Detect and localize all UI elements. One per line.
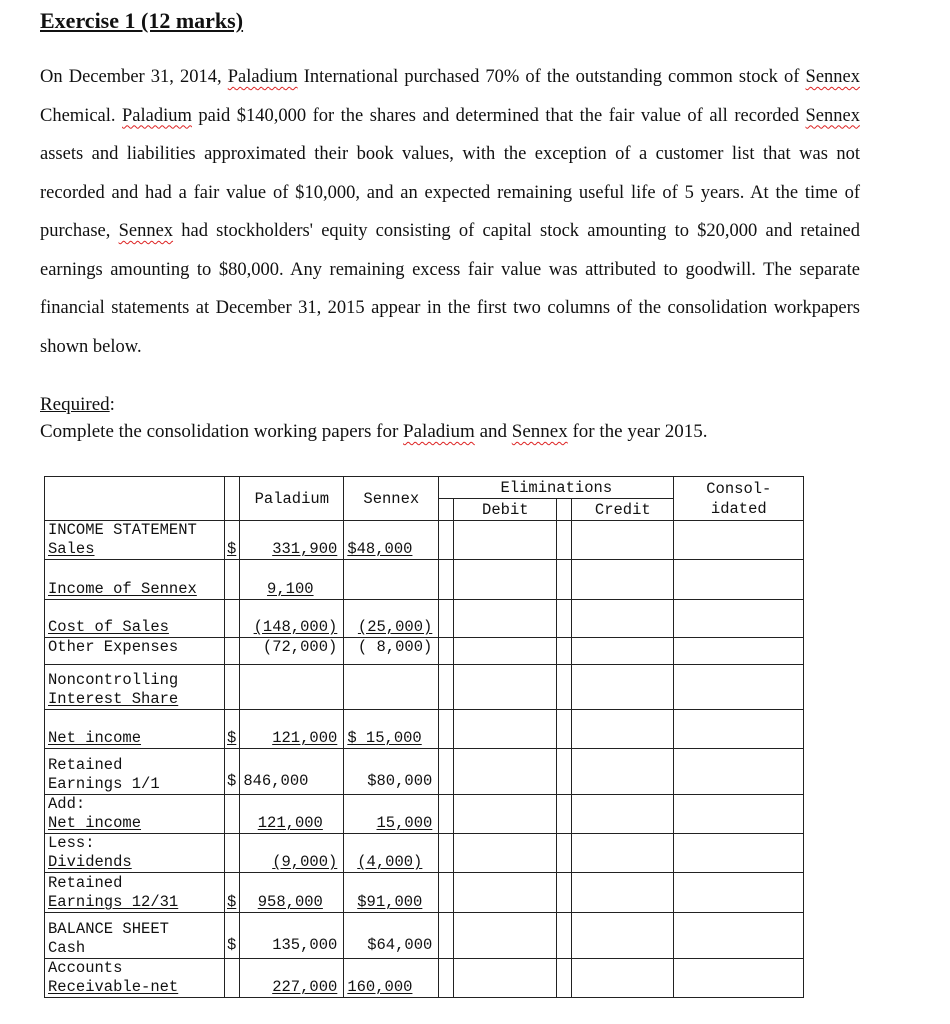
debit-input[interactable]: [454, 795, 557, 834]
sennex-value: $ 15,000: [344, 710, 439, 749]
consolidated-input[interactable]: [674, 749, 804, 795]
label-line2: Interest Share: [48, 690, 179, 708]
consolidation-worksheet: [44, 476, 804, 998]
spacer-cell: [557, 873, 572, 913]
dollar-sign: [225, 560, 240, 600]
table-row: [45, 560, 804, 600]
label-line2: Receivable-net: [48, 978, 179, 996]
spacer-cell: [439, 873, 454, 913]
required-label: Required: [40, 394, 110, 415]
spacer-cell: [557, 710, 572, 749]
spacer-cell: [439, 521, 454, 560]
table-row: [45, 834, 804, 873]
spacer-cell: [439, 638, 454, 665]
sennex-value: 160,000: [344, 959, 439, 998]
consolidated-input[interactable]: [674, 521, 804, 560]
dollar-sign: [225, 834, 240, 873]
table-row: [45, 710, 804, 749]
consolidated-input[interactable]: [674, 560, 804, 600]
table-row: [45, 638, 804, 665]
header-consolidated: [674, 477, 804, 521]
spacer-cell: [439, 795, 454, 834]
credit-input[interactable]: [572, 873, 674, 913]
sennex-value: $91,000: [344, 873, 439, 913]
spacer-cell: [557, 913, 572, 959]
label-line2: Earnings 1/1: [48, 775, 160, 793]
dollar-sign: [225, 959, 240, 998]
dollar-sign: [225, 795, 240, 834]
table-row: [45, 665, 804, 710]
debit-input[interactable]: [454, 638, 557, 665]
label-line1: Accounts: [48, 959, 123, 977]
spacer-cell: [557, 959, 572, 998]
row-label: [45, 521, 225, 560]
dollar-sign: $: [225, 749, 240, 795]
spellcheck-word: Sennex: [511, 421, 568, 442]
header-blank: [45, 477, 225, 521]
paladium-value: 331,900: [240, 521, 344, 560]
paladium-value: 846,000: [240, 749, 344, 795]
paladium-value: (72,000): [240, 638, 344, 665]
header-credit: Credit: [572, 499, 674, 521]
credit-input[interactable]: [572, 665, 674, 710]
paladium-value: 9,100: [240, 560, 344, 600]
spacer-cell: [439, 710, 454, 749]
label-line2: Sales: [48, 540, 95, 558]
paladium-value: 121,000: [240, 710, 344, 749]
spacer-cell: [439, 959, 454, 998]
sennex-value: [344, 560, 439, 600]
dollar-sign: [225, 638, 240, 665]
sennex-value: 15,000: [344, 795, 439, 834]
exercise-title: Exercise 1 (12 marks): [40, 8, 244, 33]
dollar-sign: [225, 600, 240, 638]
table-row: [45, 959, 804, 998]
debit-input[interactable]: [454, 665, 557, 710]
consolidated-input[interactable]: [674, 710, 804, 749]
debit-input[interactable]: [454, 749, 557, 795]
spacer-cell: [557, 834, 572, 873]
consolidated-input[interactable]: [674, 834, 804, 873]
dollar-sign: [225, 665, 240, 710]
consolidated-input[interactable]: [674, 638, 804, 665]
spacer-cell: [439, 560, 454, 600]
text-run: paid $140,000 for the shares and determined that the fair value of all recorded: [191, 105, 806, 126]
sennex-value: $80,000: [344, 749, 439, 795]
header-sennex: Sennex: [344, 477, 439, 521]
consolidated-input[interactable]: [674, 913, 804, 959]
row-label: [45, 665, 225, 710]
spacer-cell: [439, 600, 454, 638]
credit-input[interactable]: [572, 834, 674, 873]
sennex-value: [344, 665, 439, 710]
header-blank: [225, 477, 240, 521]
credit-input[interactable]: [572, 795, 674, 834]
paladium-value: (9,000): [240, 834, 344, 873]
text-run: Chemical.: [40, 105, 123, 126]
dollar-sign: $: [225, 521, 240, 560]
row-label: Cost of Sales: [45, 600, 225, 638]
text-run: Complete the consolidation working papers for: [40, 421, 404, 442]
text-run: for the year 2015.: [567, 421, 708, 442]
label-line2: Dividends: [48, 853, 132, 871]
header-consolidated-line1: Consol-: [706, 479, 772, 498]
row-label: [45, 959, 225, 998]
row-label: [45, 913, 225, 959]
header-eliminations: Eliminations: [439, 477, 674, 499]
label-line1: INCOME STATEMENT: [48, 521, 197, 539]
text-run: assets and liabilities approximated their book values, with the exception of a customer list that was not recorded and had a fair value of $10,000, and an expected remaining useful life of 5 years. At the time of purchase,: [40, 144, 860, 241]
credit-input[interactable]: [572, 959, 674, 998]
row-label: [45, 834, 225, 873]
table-row: [45, 873, 804, 913]
credit-input[interactable]: [572, 913, 674, 959]
header-consolidated-line2: idated: [710, 499, 767, 518]
spacer-cell: [439, 834, 454, 873]
label-line2: Cash: [48, 939, 86, 957]
debit-input[interactable]: [454, 959, 557, 998]
label-line1: BALANCE SHEET: [48, 920, 169, 938]
spacer-cell: [557, 665, 572, 710]
debit-input[interactable]: [454, 873, 557, 913]
header-blank: [557, 499, 572, 521]
label-line2: Net income: [48, 814, 142, 832]
header-paladium: Paladium: [240, 477, 344, 521]
text-run: On December 31, 2014,: [40, 67, 228, 87]
credit-input[interactable]: [572, 638, 674, 665]
spacer-cell: [557, 521, 572, 560]
debit-input[interactable]: [454, 913, 557, 959]
text-run: had stockholders' equity consisting of capital stock amounting to $20,000 and retained earnings amounting to $80,000. Any remaining excess fair value was attributed to goodwill. The separate financial statements at December 31, 2015 appear in the first two columns of the consolidation workpapers shown below.: [40, 221, 860, 357]
label-line2: Earnings 12/31: [48, 893, 179, 911]
spacer-cell: [557, 795, 572, 834]
dollar-sign: $: [225, 710, 240, 749]
required-instructions: [40, 421, 708, 443]
spellcheck-word: Paladium: [403, 421, 475, 442]
spellcheck-word: Sennex: [805, 105, 860, 126]
spellcheck-word: Sennex: [118, 221, 174, 241]
sennex-value: (4,000): [344, 834, 439, 873]
header-blank: [439, 499, 454, 521]
debit-input[interactable]: [454, 710, 557, 749]
sennex-value: $48,000: [344, 521, 439, 560]
credit-input[interactable]: [572, 749, 674, 795]
spellcheck-word: Paladium: [122, 105, 192, 126]
credit-input[interactable]: [572, 600, 674, 638]
dollar-sign: $: [225, 873, 240, 913]
row-label: Income of Sennex: [45, 560, 225, 600]
table-row: [45, 749, 804, 795]
table-row: [45, 913, 804, 959]
debit-input[interactable]: [454, 521, 557, 560]
spacer-cell: [439, 749, 454, 795]
required-heading: [40, 394, 115, 416]
row-label: Net income: [45, 710, 225, 749]
consolidated-input[interactable]: [674, 873, 804, 913]
row-label: [45, 795, 225, 834]
label-line1: Retained: [48, 874, 123, 892]
paladium-value: (148,000): [240, 600, 344, 638]
sennex-value: $64,000: [344, 913, 439, 959]
consolidated-input[interactable]: [674, 795, 804, 834]
label-line1: Noncontrolling: [48, 671, 179, 689]
text-run: and: [474, 421, 512, 442]
label-line1: Less:: [48, 834, 95, 852]
table-row: [45, 795, 804, 834]
spacer-cell: [557, 749, 572, 795]
credit-input[interactable]: [572, 521, 674, 560]
label-line1: Retained: [48, 756, 123, 774]
spacer-cell: [439, 913, 454, 959]
sennex-value: (25,000): [344, 600, 439, 638]
header-debit: Debit: [454, 499, 557, 521]
sennex-value: ( 8,000): [344, 638, 439, 665]
paladium-value: 227,000: [240, 959, 344, 998]
paladium-value: 958,000: [240, 873, 344, 913]
consolidated-input[interactable]: [674, 600, 804, 638]
paladium-value: [240, 665, 344, 710]
table-row: [45, 521, 804, 560]
debit-input[interactable]: [454, 834, 557, 873]
row-label: [45, 873, 225, 913]
credit-input[interactable]: [572, 710, 674, 749]
debit-input[interactable]: [454, 600, 557, 638]
problem-paragraph: [40, 58, 860, 366]
spacer-cell: [439, 665, 454, 710]
consolidated-input[interactable]: [674, 959, 804, 998]
table-row: [45, 600, 804, 638]
required-colon: :: [109, 394, 115, 415]
spacer-cell: [557, 638, 572, 665]
label-line1: Add:: [48, 795, 86, 813]
paladium-value: 135,000: [240, 913, 344, 959]
credit-input[interactable]: [572, 560, 674, 600]
row-label: [45, 749, 225, 795]
spacer-cell: [557, 600, 572, 638]
debit-input[interactable]: [454, 560, 557, 600]
paladium-value: 121,000: [240, 795, 344, 834]
spellcheck-word: Paladium: [227, 67, 298, 87]
consolidated-input[interactable]: [674, 665, 804, 710]
dollar-sign: $: [225, 913, 240, 959]
row-label: Other Expenses: [45, 638, 225, 665]
text-run: International purchased 70% of the outstanding common stock of: [297, 67, 806, 87]
spellcheck-word: Sennex: [805, 67, 860, 87]
spacer-cell: [557, 560, 572, 600]
